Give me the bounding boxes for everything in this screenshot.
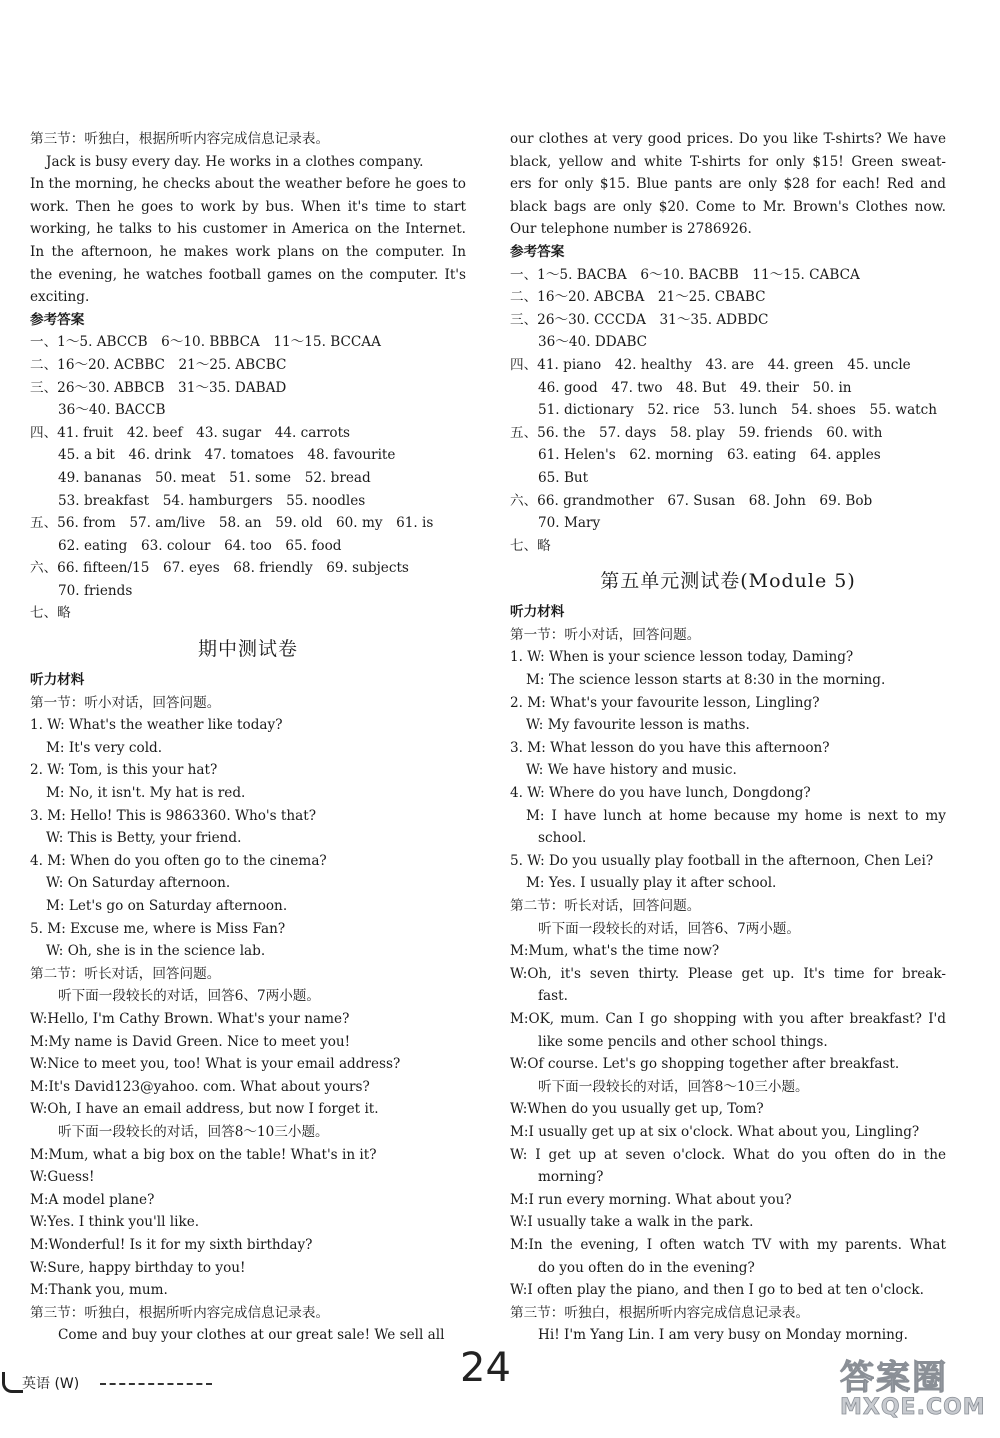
section-heading: 参考答案 [30,311,85,328]
text-line: working, he talks to his customer in America on the Internet. [30,221,466,238]
text-line: W:Guess! [30,1169,95,1186]
text-line: 46. good 47. two 48. But 49. their 50. in [538,379,852,396]
text-line: the evening, he watches football games on the computer. It's [30,266,466,283]
section-heading: 听力材料 [30,672,85,689]
left-column [30,128,466,1347]
text-line: 五、56. from 57. am/live 58. an 59. old 60. my 61. is [30,515,434,532]
text-line: black bags are only $20. Come to Mr. Brown's Clothes now. [510,198,946,215]
text-line: M:Mum, what a big box on the table! What's in it? [30,1146,377,1163]
text-line: 2. W: Tom, is this your hat? [30,762,218,779]
text-line: W:Of course. Let's go shopping together after breakfast. [510,1056,900,1073]
text-line: Come and buy your clothes at our great sale! We sell all [58,1327,445,1344]
footer-subject-label: 英语 (W) [22,1376,80,1392]
text-line: Our telephone number is 2786926. [510,221,752,238]
text-line: 36～40. BACCB [58,402,166,419]
text-line: M:Thank you, mum. [30,1282,168,1299]
text-line: M:In the evening, I often watch TV with my parents. What [510,1236,946,1253]
text-line: W:I often play the piano, and then I go to bed at ten o'clock. [510,1282,924,1299]
text-line: M:Mum, what's the time now? [510,943,720,960]
text-line: 听下面一段较长的对话，回答8～10三小题。 [538,1078,809,1095]
text-line: M:I usually get up at six o'clock. What about you, Lingling? [510,1123,920,1140]
text-line: work. Then he goes to work by bus. When it's time to start [30,198,466,215]
text-line: 53. breakfast 54. hamburgers 55. noodles [58,492,366,509]
text-line: 五、56. the 57. days 58. play 59. friends 60. with [510,424,883,441]
text-line: In the afternoon, he makes work plans on the computer. In [30,243,466,260]
text-line: W:When do you usually get up, Tom? [510,1101,764,1118]
text-line: do you often do in the evening? [538,1259,755,1276]
text-line: 七、略 [510,537,551,554]
text-line: M: Yes. I usually play it after school. [526,875,777,892]
text-line: W:Oh, I have an email address, but now I forget it. [30,1101,379,1118]
text-line: 3. M: Hello! This is 9863360. Who's that? [30,807,316,824]
text-line: 5. M: Excuse me, where is Miss Fan? [30,920,286,937]
text-line: W:Nice to meet you, too! What is your email address? [30,1056,401,1073]
text-line: 62. eating 63. colour 64. too 65. food [58,537,342,554]
text-line: M:OK, mum. Can I go shopping with you after breakfast? I'd [510,1010,946,1027]
text-line: W:Hello, I'm Cathy Brown. What's your name? [30,1010,350,1027]
text-line: W:Sure, happy birthday to you! [30,1259,246,1276]
text-line: 第二节：听长对话，回答问题。 [30,965,221,982]
footer-dashed-rule [100,1383,212,1385]
text-line: In the morning, he checks about the weather before he goes to [30,176,466,193]
text-line: M:My name is David Green. Nice to meet you! [30,1033,351,1050]
text-line: 36～40. DDABC [538,334,648,351]
text-line: like some pencils and other school things. [538,1033,828,1050]
text-line: Hi! I'm Yang Lin. I am very busy on Monday morning. [538,1327,908,1344]
text-line: W: I get up at seven o'clock. What do you often do in the [510,1146,946,1163]
text-line: 一、1～5. BACBA 6～10. BACBB 11～15. CABCA [510,266,860,283]
text-line: 4. M: When do you often go to the cinema? [30,852,327,869]
text-line: 3. M: What lesson do you have this afternoon? [510,739,830,756]
text-line: 61. Helen's 62. morning 63. eating 64. apples [538,447,881,464]
text-line: M: The science lesson starts at 8:30 in the morning. [526,672,886,689]
text-line: 三、26～30. CCCDA 31～35. ADBDC [510,311,769,328]
text-line: 七、略 [30,605,71,622]
text-line: 1. W: What's the weather like today? [30,717,283,734]
text-line: 四、41. fruit 42. beef 43. sugar 44. carrots [30,424,351,441]
text-line: 四、41. piano 42. healthy 43. are 44. green 45. uncle [510,356,911,373]
text-line: fast. [538,988,568,1005]
text-line: 一、1～5. ABCCB 6～10. BBBCA 11～15. BCCAA [30,334,381,351]
text-line: exciting. [30,289,90,306]
watermark-text: 答案圈 [840,1358,948,1398]
text-line: 4. W: Where do you have lunch, Dongdong? [510,785,811,802]
text-line: 70. Mary [538,515,601,532]
text-line: M:Wonderful! Is it for my sixth birthday? [30,1236,313,1253]
text-line: 六、66. grandmother 67. Susan 68. John 69. Bob [510,492,873,509]
text-line: 第三节：听独白，根据所听内容完成信息记录表。 [30,131,330,147]
text-line: W:Yes. I think you'll like. [30,1214,200,1231]
text-line: W: Oh, she is in the science lab. [46,943,266,960]
text-line: 第一节：听小对话，回答问题。 [30,694,221,711]
text-line: W: On Saturday afternoon. [46,875,231,892]
text-line: 1. W: When is your science lesson today, Daming? [510,649,854,666]
text-line: W: This is Betty, your friend. [46,830,242,847]
text-line: 5. W: Do you usually play football in the afternoon, Chen Lei? [510,852,934,869]
text-line: M:A model plane? [30,1191,155,1208]
text-line: our clothes at very good prices. Do you like T-shirts? We have [510,131,946,147]
text-line: 第一节：听小对话，回答问题。 [510,626,701,643]
text-line: 第二节：听长对话，回答问题。 [510,898,701,914]
text-line: black, yellow and white T-shirts for only $15! Green sweat- [510,153,946,170]
right-column [510,128,946,1347]
text-line: M: I have lunch at home because my home is next to my [526,807,946,824]
text-line: ers for only $15. Blue pants are only $28 for each! Red and [510,176,946,193]
section-heading: 参考答案 [510,243,565,260]
section-title: 第五单元测试卷(Module 5) [600,570,856,593]
text-line: 三、26～30. ABBCB 31～35. DABAD [30,379,287,396]
text-line: 49. bananas 50. meat 51. some 52. bread [58,469,371,486]
text-line: 2. M: What's your favourite lesson, Lingling? [510,694,820,711]
text-line: 六、66. fifteen/15 67. eyes 68. friendly 69. subjects [30,560,409,577]
text-line: 51. dictionary 52. rice 53. lunch 54. shoes 55. watch [538,402,938,419]
text-line: M:I run every morning. What about you? [510,1191,792,1208]
text-line: 45. a bit 46. drink 47. tomatoes 48. favourite [58,447,396,464]
watermark-logo [840,1350,990,1430]
text-line: W:Oh, it's seven thirty. Please get up. It's time for break- [510,965,946,982]
text-line: school. [538,830,587,847]
text-line: morning? [538,1169,604,1186]
text-line: M: No, it isn't. My hat is red. [46,785,246,802]
text-line: M: Let's go on Saturday afternoon. [46,898,288,914]
section-heading: 听力材料 [510,604,565,621]
text-line: 65. But [538,469,589,486]
text-line: 二、16～20. ABCBA 21～25. CBABC [510,289,766,306]
text-line: 第三节：听独白，根据所听内容完成信息记录表。 [30,1304,330,1321]
text-line: W:I usually take a walk in the park. [510,1214,754,1231]
section-title: 期中测试卷 [197,638,298,661]
text-line: M: It's very cold. [46,739,163,756]
text-line: W: My favourite lesson is maths. [526,717,750,734]
page-number: 24 [460,1345,511,1391]
text-line: 第三节：听独白，根据所听内容完成信息记录表。 [510,1304,810,1321]
text-line: W: We have history and music. [526,762,737,779]
text-line: 听下面一段较长的对话，回答6、7两小题。 [58,988,320,1005]
text-line: 70. friends [58,582,133,599]
watermark-domain: MXQE.COM [840,1395,986,1420]
text-line: 听下面一段较长的对话，回答6、7两小题。 [538,920,800,937]
text-line: 听下面一段较长的对话，回答8～10三小题。 [58,1123,329,1140]
text-line: Jack is busy every day. He works in a clothes company. [46,153,424,170]
footer-corner-mark [2,1372,23,1393]
text-line: 二、16～20. ACBBC 21～25. ABCBC [30,356,287,373]
text-line: M:It's David123@yahoo. com. What about yours? [30,1078,370,1095]
